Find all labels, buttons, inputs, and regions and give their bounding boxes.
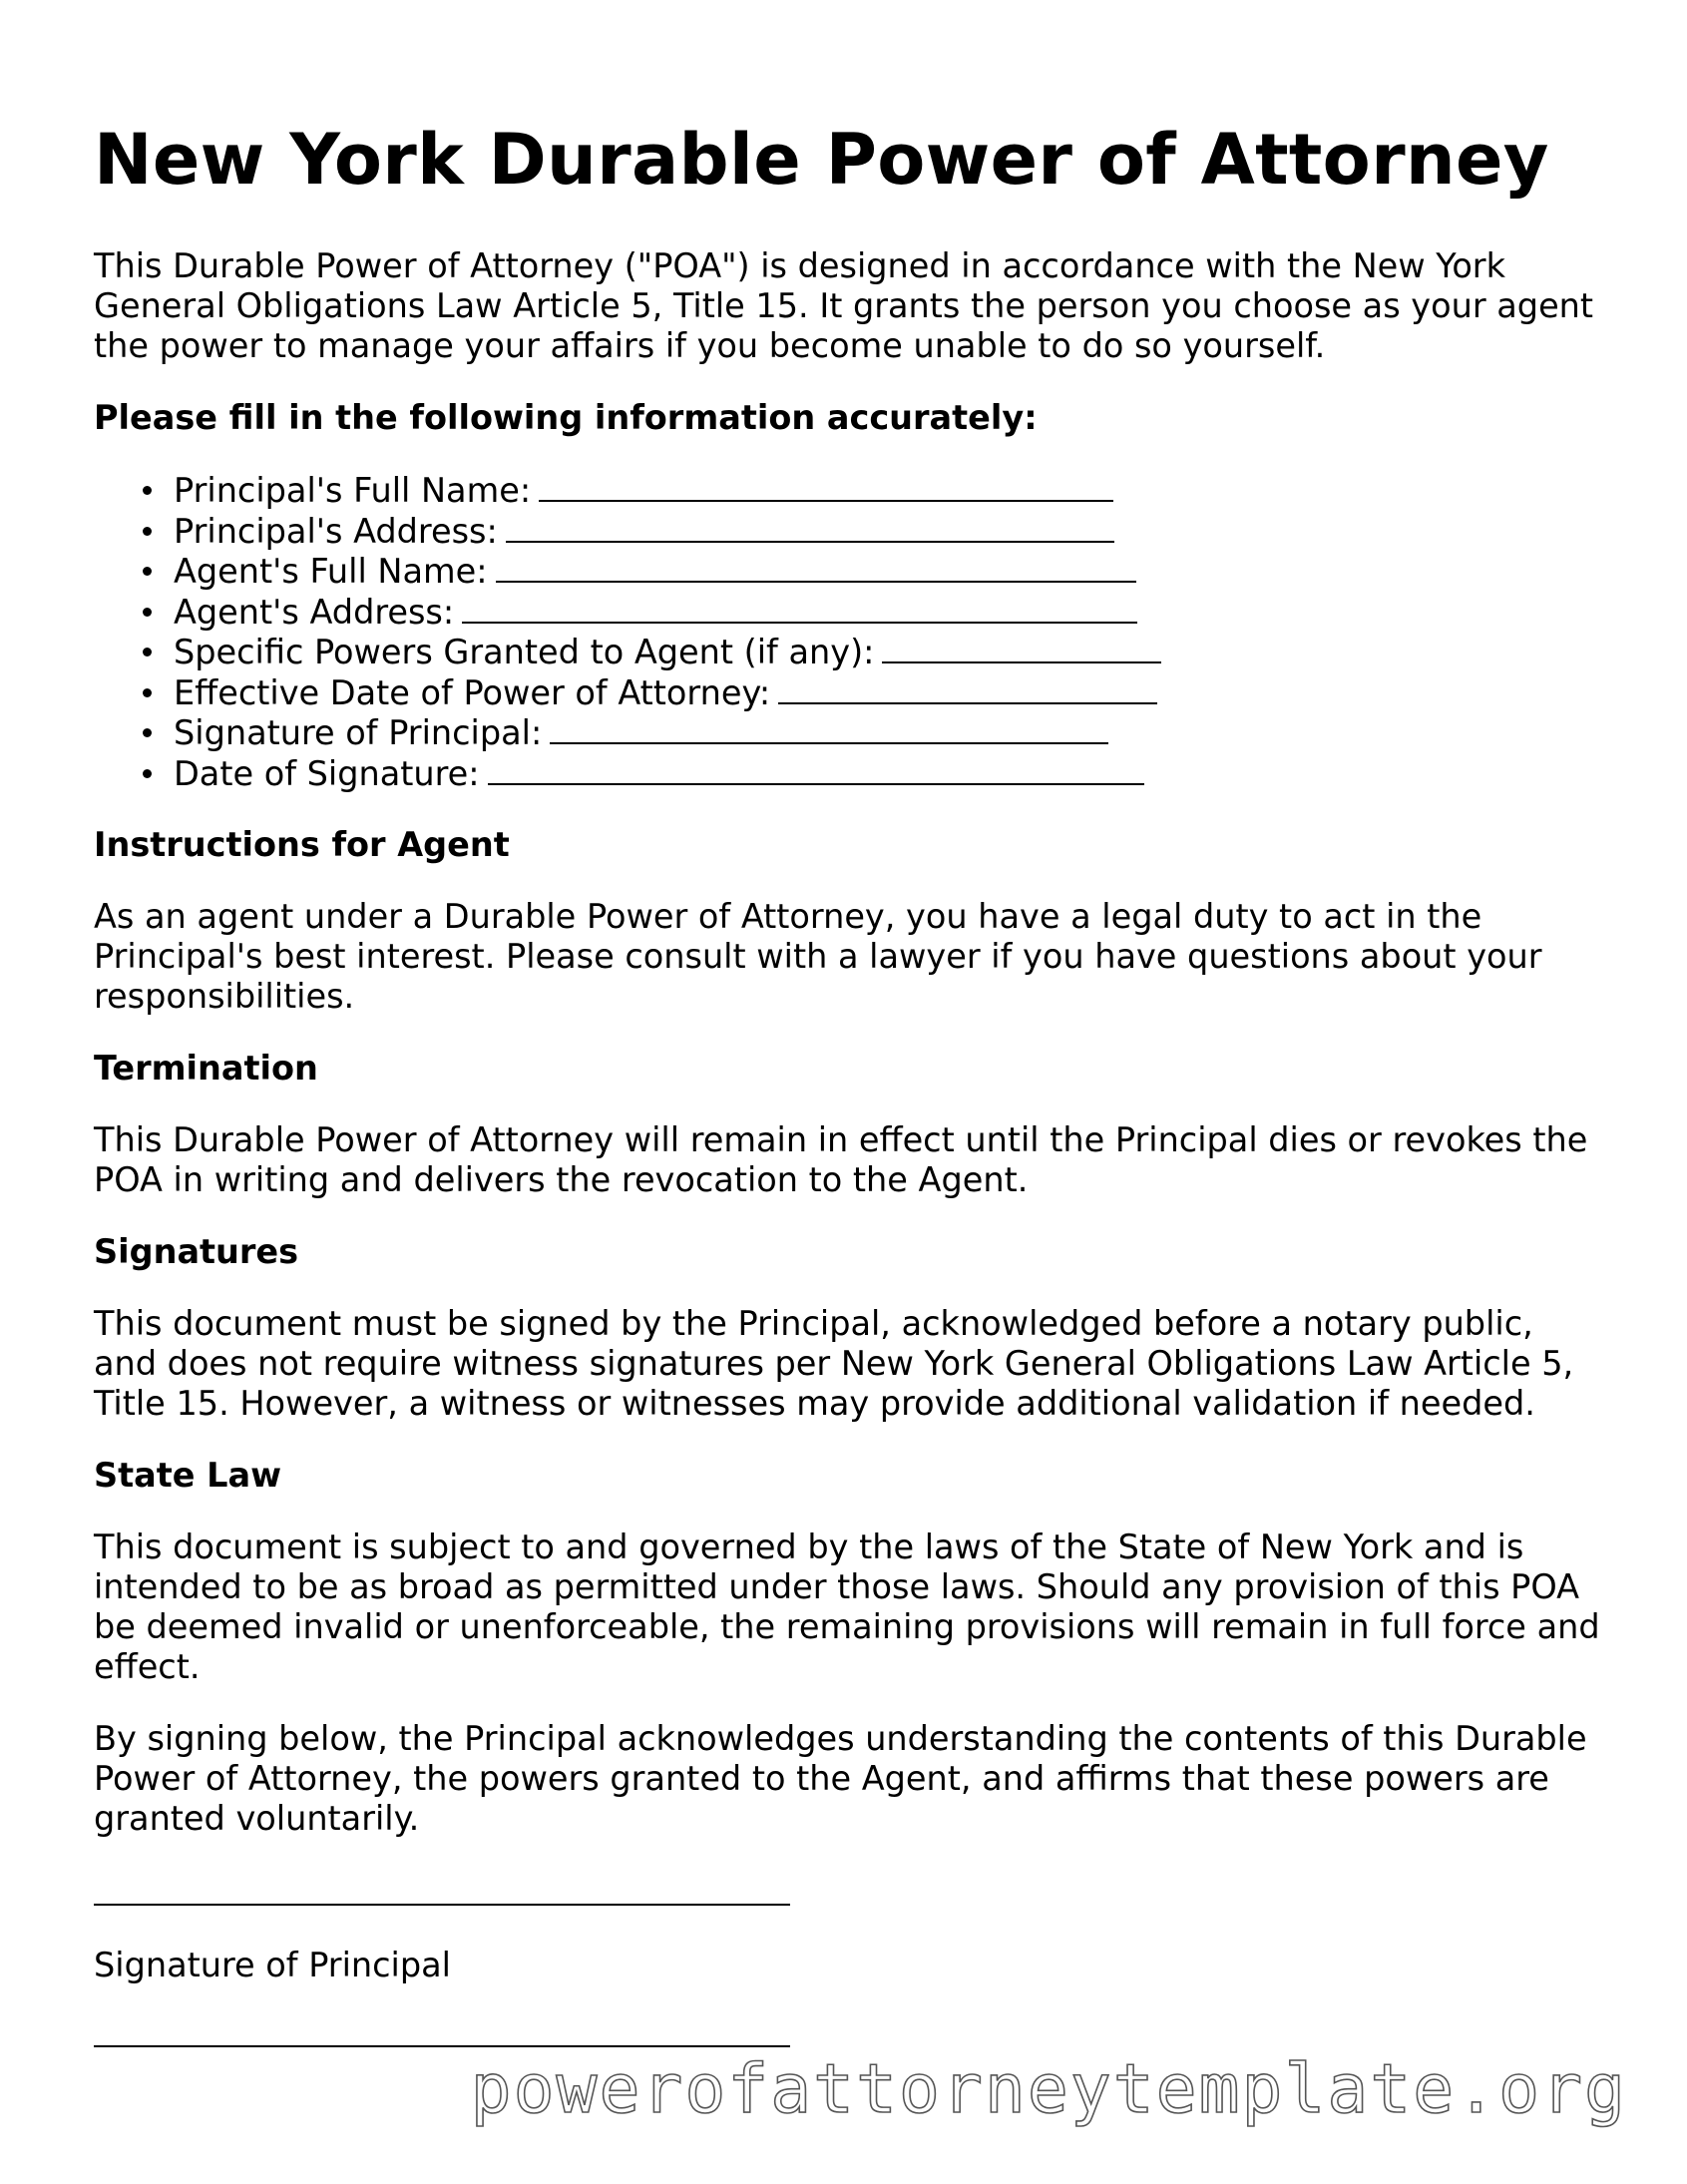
watermark-text: powerofattorneytemplate.org [470,2050,1627,2129]
field-label: Principal's Full Name: [174,471,532,510]
signatures-heading: Signatures [94,1232,299,1271]
field-specific-powers [174,632,1600,672]
field-label: Agent's Full Name: [174,552,488,591]
agent-address-blank[interactable] [462,592,1137,624]
second-signature-line[interactable] [94,2045,790,2047]
instructions-paragraph: As an agent under a Durable Power of Attorney, you have a legal duty to act in the Principal's best interest. Please consult with a lawyer if you have questions about your responsibilities. [94,897,1542,1016]
instructions-heading: Instructions for Agent [94,825,510,864]
effective-date-blank[interactable] [778,672,1157,704]
field-signature-date [174,753,1600,794]
field-principal-address [174,511,1600,552]
signature-label: Signature of Principal [94,1946,451,1984]
fill-prompt: Please fill in the following information accurately: [94,398,1038,437]
principal-signature-blank[interactable] [550,712,1108,744]
field-effective-date [174,672,1600,713]
acknowledgement-paragraph: By signing below, the Principal acknowledges understanding the contents of this Durable Power of Attorney, the powers granted to the Agent, and affirms that these powers are granted voluntarily. [94,1719,1587,1838]
field-label: Effective Date of Power of Attorney: [174,672,771,712]
specific-powers-blank[interactable] [882,632,1161,663]
field-label: Agent's Address: [174,592,455,632]
field-label: Date of Signature: [174,753,480,793]
principal-signature-line[interactable] [94,1904,790,1906]
principal-address-blank[interactable] [506,511,1114,543]
field-label: Signature of Principal: [174,713,543,752]
field-agent-name [174,551,1600,592]
field-label: Specific Powers Granted to Agent (if any): [174,633,875,671]
intro-paragraph: This Durable Power of Attorney ("POA") is designed in accordance with the New York General Obligations Law Article 5, Title 15. It grants the person you choose as your agent the power to manage your affairs if you become unable to do so yourself. [94,246,1594,365]
signatures-paragraph: This document must be signed by the Principal, acknowledged before a notary public, and does not require witness signatures per New York General Obligations Law Article 5, Title 15. However, a witness or witnesses may provide additional validation if needed. [94,1304,1574,1423]
principal-name-blank[interactable] [539,470,1113,502]
agent-name-blank[interactable] [496,551,1136,583]
field-principal-name [174,470,1600,511]
termination-heading: Termination [94,1049,318,1088]
field-principal-signature [174,712,1600,753]
field-label: Principal's Address: [174,511,498,551]
state-law-heading: State Law [94,1456,282,1495]
state-law-paragraph: This document is subject to and governed by the laws of the State of New York and is intended to be as broad as permitted under those laws. Should any provision of this POA be deemed invalid or unenforceable, the remaining provisions will remain in full force and effect. [94,1528,1600,1686]
signature-date-blank[interactable] [488,753,1144,785]
field-list [94,470,1600,793]
termination-paragraph: This Durable Power of Attorney will remain in effect until the Principal dies or revokes the POA in writing and delivers the revocation to the Agent. [94,1120,1588,1199]
document-title: New York Durable Power of Attorney [94,119,1549,201]
document-page [94,118,1600,2047]
field-agent-address [174,592,1600,633]
